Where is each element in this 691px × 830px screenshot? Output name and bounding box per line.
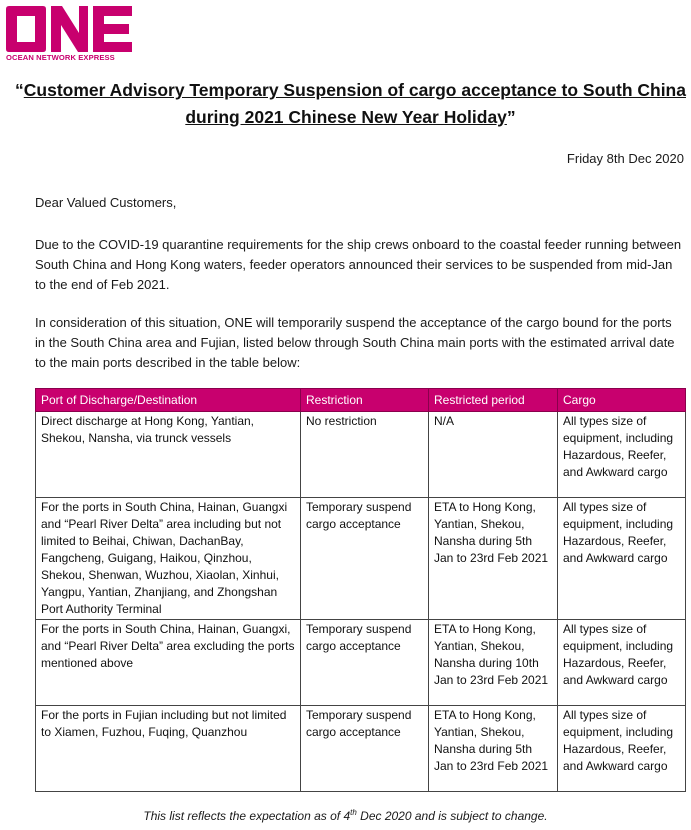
cell-cargo: All types size of equipment, including Hazardous, Reefer, and Awkward cargo [558, 498, 686, 620]
cell-port: Direct discharge at Hong Kong, Yantian, Shekou, Nansha, via trunck vessels [36, 412, 301, 498]
cell-restriction: Temporary suspend cargo acceptance [301, 498, 429, 620]
cell-port: For the ports in Fujian including but not limited to Xiamen, Fuzhou, Fuqing, Quanzhou [36, 706, 301, 792]
cell-period: ETA to Hong Kong, Yantian, Shekou, Nansha during 10th Jan to 23rd Feb 2021 [429, 620, 558, 706]
ocean-network-express-logo [6, 6, 136, 62]
header-restriction: Restriction [301, 389, 429, 412]
footer-note: This list reflects the expectation as of 4th Dec 2020 and is subject to change. [143, 808, 548, 823]
cell-restriction: Temporary suspend cargo acceptance [301, 620, 429, 706]
cell-restriction: No restriction [301, 412, 429, 498]
brand-tagline: OCEAN NETWORK EXPRESS [6, 53, 115, 62]
issue-date: Friday 8th Dec 2020 [566, 151, 684, 166]
table-row [36, 498, 686, 620]
header-cargo: Cargo [558, 389, 686, 412]
title-text: Customer Advisory Temporary Suspension of cargo acceptance to South China during 2021 Chinese New Year Holiday [23, 80, 686, 127]
cell-port: For the ports in South China, Hainan, Guangxi, and “Pearl River Delta” area excluding the ports mentioned above [36, 620, 301, 706]
cell-period: ETA to Hong Kong, Yantian, Shekou, Nansha during 5th Jan to 23rd Feb 2021 [429, 498, 558, 620]
table-row [36, 412, 686, 498]
table-header-row [36, 389, 686, 412]
advisory-title: “Customer Advisory Temporary Suspension of cargo acceptance to South China during 2021 Chinese New Year Holiday” [15, 80, 686, 127]
cell-period: ETA to Hong Kong, Yantian, Shekou, Nansha during 5th Jan to 23rd Feb 2021 [429, 706, 558, 792]
table-row [36, 620, 686, 706]
restriction-table [35, 388, 686, 792]
cell-cargo: All types size of equipment, including Hazardous, Reefer, and Awkward cargo [558, 620, 686, 706]
cell-cargo: All types size of equipment, including Hazardous, Reefer, and Awkward cargo [558, 706, 686, 792]
one-logo-icon [6, 6, 134, 52]
paragraph-suspension: In consideration of this situation, ONE will temporarily suspend the acceptance of the cargo bound for the ports in the South China area and Fujian, listed below through South China main ports with the estimated arrival date to the main ports described in the table below: [35, 315, 675, 370]
cell-port: For the ports in South China, Hainan, Guangxi and “Pearl River Delta” area including but not limited to Beihai, Chiwan, DachanBay, Fangcheng, Guigang, Haikou, Qinzhou, Shekou, Shenwan, Wuzhou, Xiaolan, Xinhui, Yangpu, Yantian, Zhanjiang, and Zhongshan Port Authority Terminal [36, 498, 301, 620]
header-period: Restricted period [429, 389, 558, 412]
greeting: Dear Valued Customers, [35, 195, 177, 210]
table-row [36, 706, 686, 792]
paragraph-covid: Due to the COVID-19 quarantine requirements for the ship crews onboard to the coastal feeder running between South China and Hong Kong waters, feeder operators announced their services to be suspended from mid-Jan to the end of Feb 2021. [35, 237, 682, 292]
cell-restriction: Temporary suspend cargo acceptance [301, 706, 429, 792]
cell-period: N/A [429, 412, 558, 498]
header-port: Port of Discharge/Destination [36, 389, 301, 412]
cell-cargo: All types size of equipment, including Hazardous, Reefer, and Awkward cargo [558, 412, 686, 498]
